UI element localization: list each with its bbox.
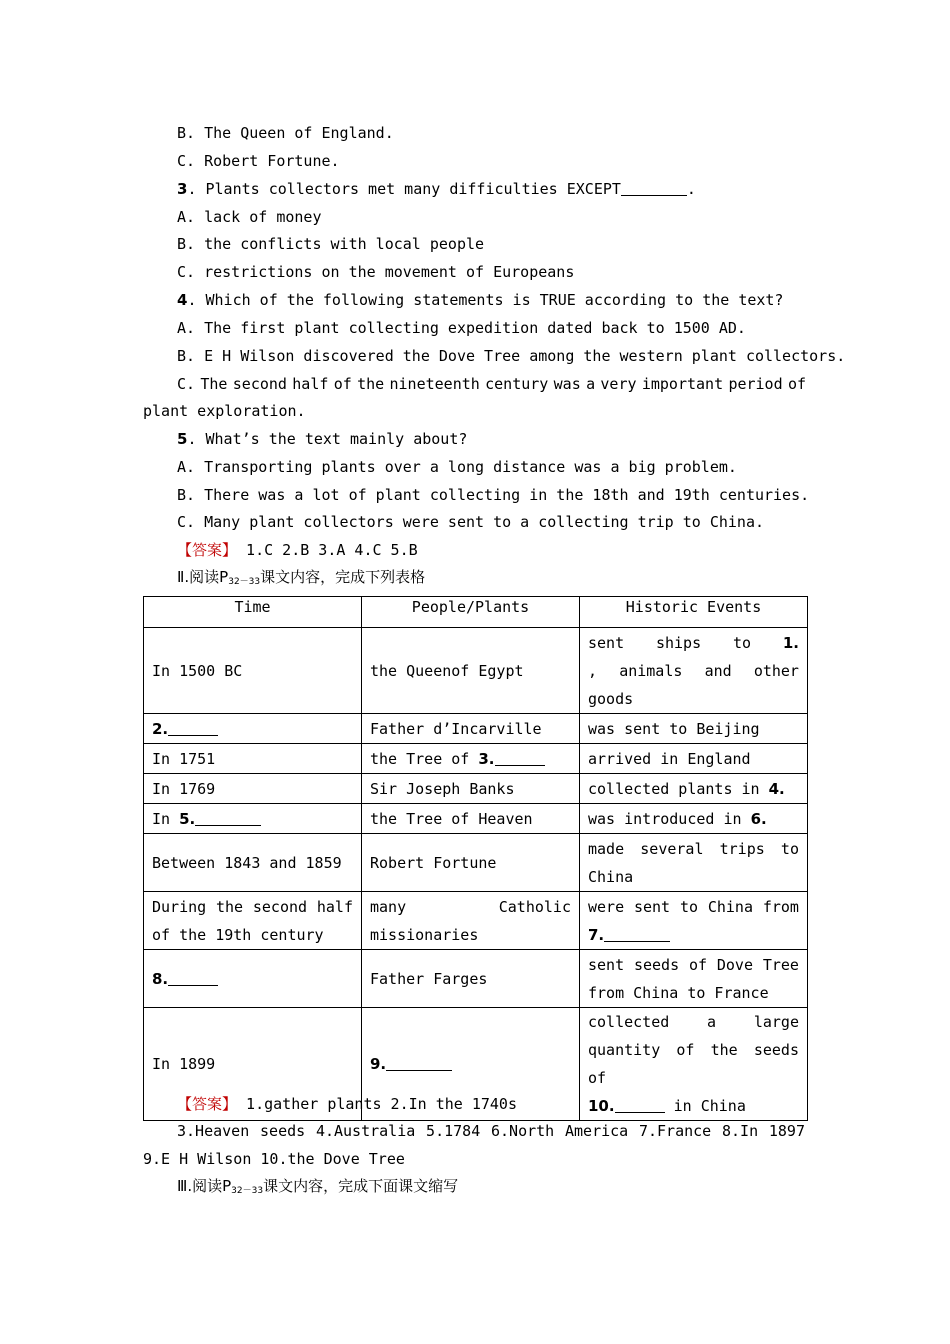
cell-time <box>144 892 362 950</box>
answer-key-2-line-3: 9.E H Wilson 10.the Dove Tree <box>143 1150 405 1168</box>
heading-post: 课文内容，完成下列表格 <box>260 568 426 586</box>
answer-blank[interactable] <box>168 970 218 986</box>
word: , <box>588 661 598 680</box>
q4-stem <box>177 290 783 310</box>
cell-time <box>144 714 362 744</box>
word: America <box>564 1122 629 1140</box>
word: The <box>200 375 228 393</box>
cell-time: In 1751 <box>144 744 362 774</box>
cell-people: Father d’Incarville <box>362 714 580 744</box>
answer-text: 1.gather plants 2.In the 1740s <box>246 1095 517 1113</box>
answer-blank[interactable] <box>386 1055 452 1071</box>
word: a <box>586 375 596 393</box>
cell-people <box>362 744 580 774</box>
word: a <box>707 1013 717 1031</box>
roman-numeral: Ⅱ <box>177 568 185 586</box>
q5-number: 5 <box>177 430 188 448</box>
blank-number: 8. <box>152 969 169 988</box>
word: C. <box>177 375 196 393</box>
answer-blank[interactable] <box>195 810 261 826</box>
q5-stem <box>177 429 467 449</box>
events-line <box>588 1008 799 1036</box>
word: 4.Australia <box>315 1122 416 1140</box>
events-line <box>588 893 799 921</box>
page-subscript: 32－33 <box>228 577 261 587</box>
answer-key-2-line-2 <box>177 1121 805 1141</box>
answer-tag: 【答案】 <box>177 541 238 559</box>
word: period <box>728 375 783 393</box>
word: 1897 <box>768 1122 805 1140</box>
q3-option-b: B. the conflicts with local people <box>177 235 485 253</box>
word: was <box>553 375 581 393</box>
blank-number: 6. <box>750 809 767 828</box>
word: of <box>333 375 352 393</box>
cell-people <box>362 892 580 950</box>
word: 8.In <box>721 1122 759 1140</box>
table-row <box>144 892 808 950</box>
history-table <box>143 596 808 1121</box>
events-line <box>588 951 799 979</box>
word: were <box>588 897 625 916</box>
q2-option-b: B. The Queen of England. <box>177 124 394 142</box>
word: animals <box>619 661 683 680</box>
blank-number: 5. <box>179 809 196 828</box>
cell-events <box>580 628 808 714</box>
cell-events <box>580 892 808 950</box>
events-text: in China <box>664 1097 746 1115</box>
word: important <box>641 375 724 393</box>
time-line <box>152 893 353 921</box>
people-line: missionaries <box>370 925 479 944</box>
heading-pre: .阅读P <box>187 1177 232 1195</box>
cell-events <box>580 1008 808 1121</box>
word: sent <box>633 897 671 916</box>
people-text: the Tree of <box>370 749 479 768</box>
answer-key-1 <box>177 540 418 560</box>
roman-numeral: Ⅲ <box>177 1177 188 1195</box>
cell-events <box>580 950 808 1008</box>
cell-people: the Queenof Egypt <box>362 628 580 714</box>
word: very <box>600 375 637 393</box>
word: seeds <box>633 955 680 974</box>
blank-number: 1. <box>782 633 799 652</box>
blank-number: 2. <box>152 719 169 738</box>
blank-number: 10. <box>588 1097 615 1115</box>
header-events: Historic Events <box>580 597 808 628</box>
q3-option-c: C. restrictions on the movement of Europeans <box>177 263 575 281</box>
word: ships <box>655 633 702 652</box>
events-line: quantity of the seeds of <box>588 1041 799 1087</box>
word: 5.1784 <box>426 1122 481 1140</box>
page-subscript: 32－33 <box>231 1186 264 1196</box>
cell-time <box>144 804 362 834</box>
cell-people: Robert Fortune <box>362 834 580 892</box>
section-2-heading <box>177 567 425 592</box>
table-row <box>144 804 808 834</box>
header-people: People/Plants <box>362 597 580 628</box>
word: many <box>370 897 407 916</box>
events-line <box>588 921 799 949</box>
answer-key-2 <box>177 1094 517 1114</box>
cell-events: arrived in England <box>580 744 808 774</box>
table-row <box>144 774 808 804</box>
word: of <box>688 955 708 974</box>
q5-option-c: C. Many plant collectors were sent to a collecting trip to China. <box>177 513 764 531</box>
q4-option-c-continued: plant exploration. <box>143 402 306 420</box>
q5-option-a: A. Transporting plants over a long distance was a big problem. <box>177 458 737 476</box>
q2-option-c: C. Robert Fortune. <box>177 152 340 170</box>
cell-people: the Tree of Heaven <box>362 804 580 834</box>
cell-time: Between 1843 and 1859 <box>144 834 362 892</box>
word: the <box>215 897 244 916</box>
word: 6.North <box>491 1122 555 1140</box>
blank-number: 4. <box>768 779 785 798</box>
table-row <box>144 714 808 744</box>
answer-blank[interactable] <box>168 720 218 736</box>
word: nineteenth <box>389 375 480 393</box>
q3-option-a: A. lack of money <box>177 208 322 226</box>
word: sent <box>588 633 625 652</box>
table-header-row <box>144 597 808 628</box>
q4-number: 4 <box>177 291 188 309</box>
word: collected <box>588 1013 670 1031</box>
q5-option-b: B. There was a lot of plant collecting in the 18th and 19th centuries. <box>177 486 810 504</box>
events-line: from China to France <box>588 983 769 1002</box>
cell-time: In 1500 BC <box>144 628 362 714</box>
events-line: China <box>588 867 634 886</box>
word: several <box>640 839 704 858</box>
answer-text: 1.C 2.B 3.A 4.C 5.B <box>246 541 418 559</box>
q4-option-b: B. E H Wilson discovered the Dove Tree among the western plant collectors. <box>177 347 846 365</box>
events-line <box>588 657 799 685</box>
word: half <box>292 375 329 393</box>
word: 7.France <box>638 1122 712 1140</box>
blank-number: 7. <box>588 925 605 944</box>
word: of <box>787 375 806 393</box>
word: second <box>252 897 308 916</box>
cell-time <box>144 950 362 1008</box>
word: Catholic <box>498 897 571 916</box>
events-line: goods <box>588 689 634 708</box>
events-line <box>588 1092 799 1120</box>
events-text: collected plants in <box>588 779 769 798</box>
cell-events <box>580 804 808 834</box>
q3-text: . Plants collectors met many difficulties EXCEPT <box>187 180 621 198</box>
q3-number: 3 <box>177 180 188 198</box>
section-3-heading <box>177 1176 458 1201</box>
q3-end: . <box>686 180 696 198</box>
table-row <box>144 834 808 892</box>
q3-stem <box>177 179 696 199</box>
word: China <box>707 897 753 916</box>
word: 3.Heaven <box>177 1122 250 1140</box>
cell-people: Sir Joseph Banks <box>362 774 580 804</box>
word: large <box>753 1013 799 1031</box>
word: second <box>232 375 287 393</box>
word: made <box>588 839 625 858</box>
word: century <box>485 375 549 393</box>
table-row <box>144 628 808 714</box>
word: trips <box>719 839 765 858</box>
word: to <box>732 633 751 652</box>
q5-text: . What’s the text mainly about? <box>187 430 468 448</box>
answer-blank[interactable] <box>615 1097 665 1113</box>
q4-text: . Which of the following statements is TRUE according to the text? <box>187 291 784 309</box>
word: other <box>753 661 799 680</box>
word: Tree <box>762 955 799 974</box>
cell-events: was sent to Beijing <box>580 714 808 744</box>
answer-tag: 【答案】 <box>177 1095 238 1113</box>
blank-number: 9. <box>370 1055 387 1073</box>
q3-blank[interactable] <box>621 180 687 196</box>
word: the <box>357 375 385 393</box>
events-text: was introduced in <box>588 809 751 828</box>
header-time: Time <box>144 597 362 628</box>
cell-events <box>580 834 808 892</box>
table-row <box>144 744 808 774</box>
word: seeds <box>260 1122 306 1140</box>
heading-post: 课文内容，完成下面课文缩写 <box>263 1177 459 1195</box>
word: sent <box>588 955 625 974</box>
word: to <box>780 839 799 858</box>
people-line <box>370 893 571 921</box>
q4-option-a: A. The first plant collecting expedition dated back to 1500 AD. <box>177 319 746 337</box>
events-line <box>588 629 799 657</box>
cell-people: Father Farges <box>362 950 580 1008</box>
time-text: In <box>152 809 180 828</box>
cell-events <box>580 774 808 804</box>
word: and <box>704 661 732 680</box>
blank-number: 3. <box>478 749 495 768</box>
word: During <box>152 897 207 916</box>
answer-blank[interactable] <box>495 750 545 766</box>
cell-time: In 1769 <box>144 774 362 804</box>
cell-time: In 1899 <box>144 1008 362 1121</box>
word: from <box>762 897 799 916</box>
time-line: of the 19th century <box>152 925 324 944</box>
word: half <box>316 897 353 916</box>
word: Dove <box>716 955 753 974</box>
answer-blank[interactable] <box>604 926 670 942</box>
table-row <box>144 950 808 1008</box>
word: to <box>679 897 698 916</box>
events-line <box>588 835 799 863</box>
heading-pre: .阅读P <box>184 568 229 586</box>
q4-option-c <box>177 374 806 394</box>
